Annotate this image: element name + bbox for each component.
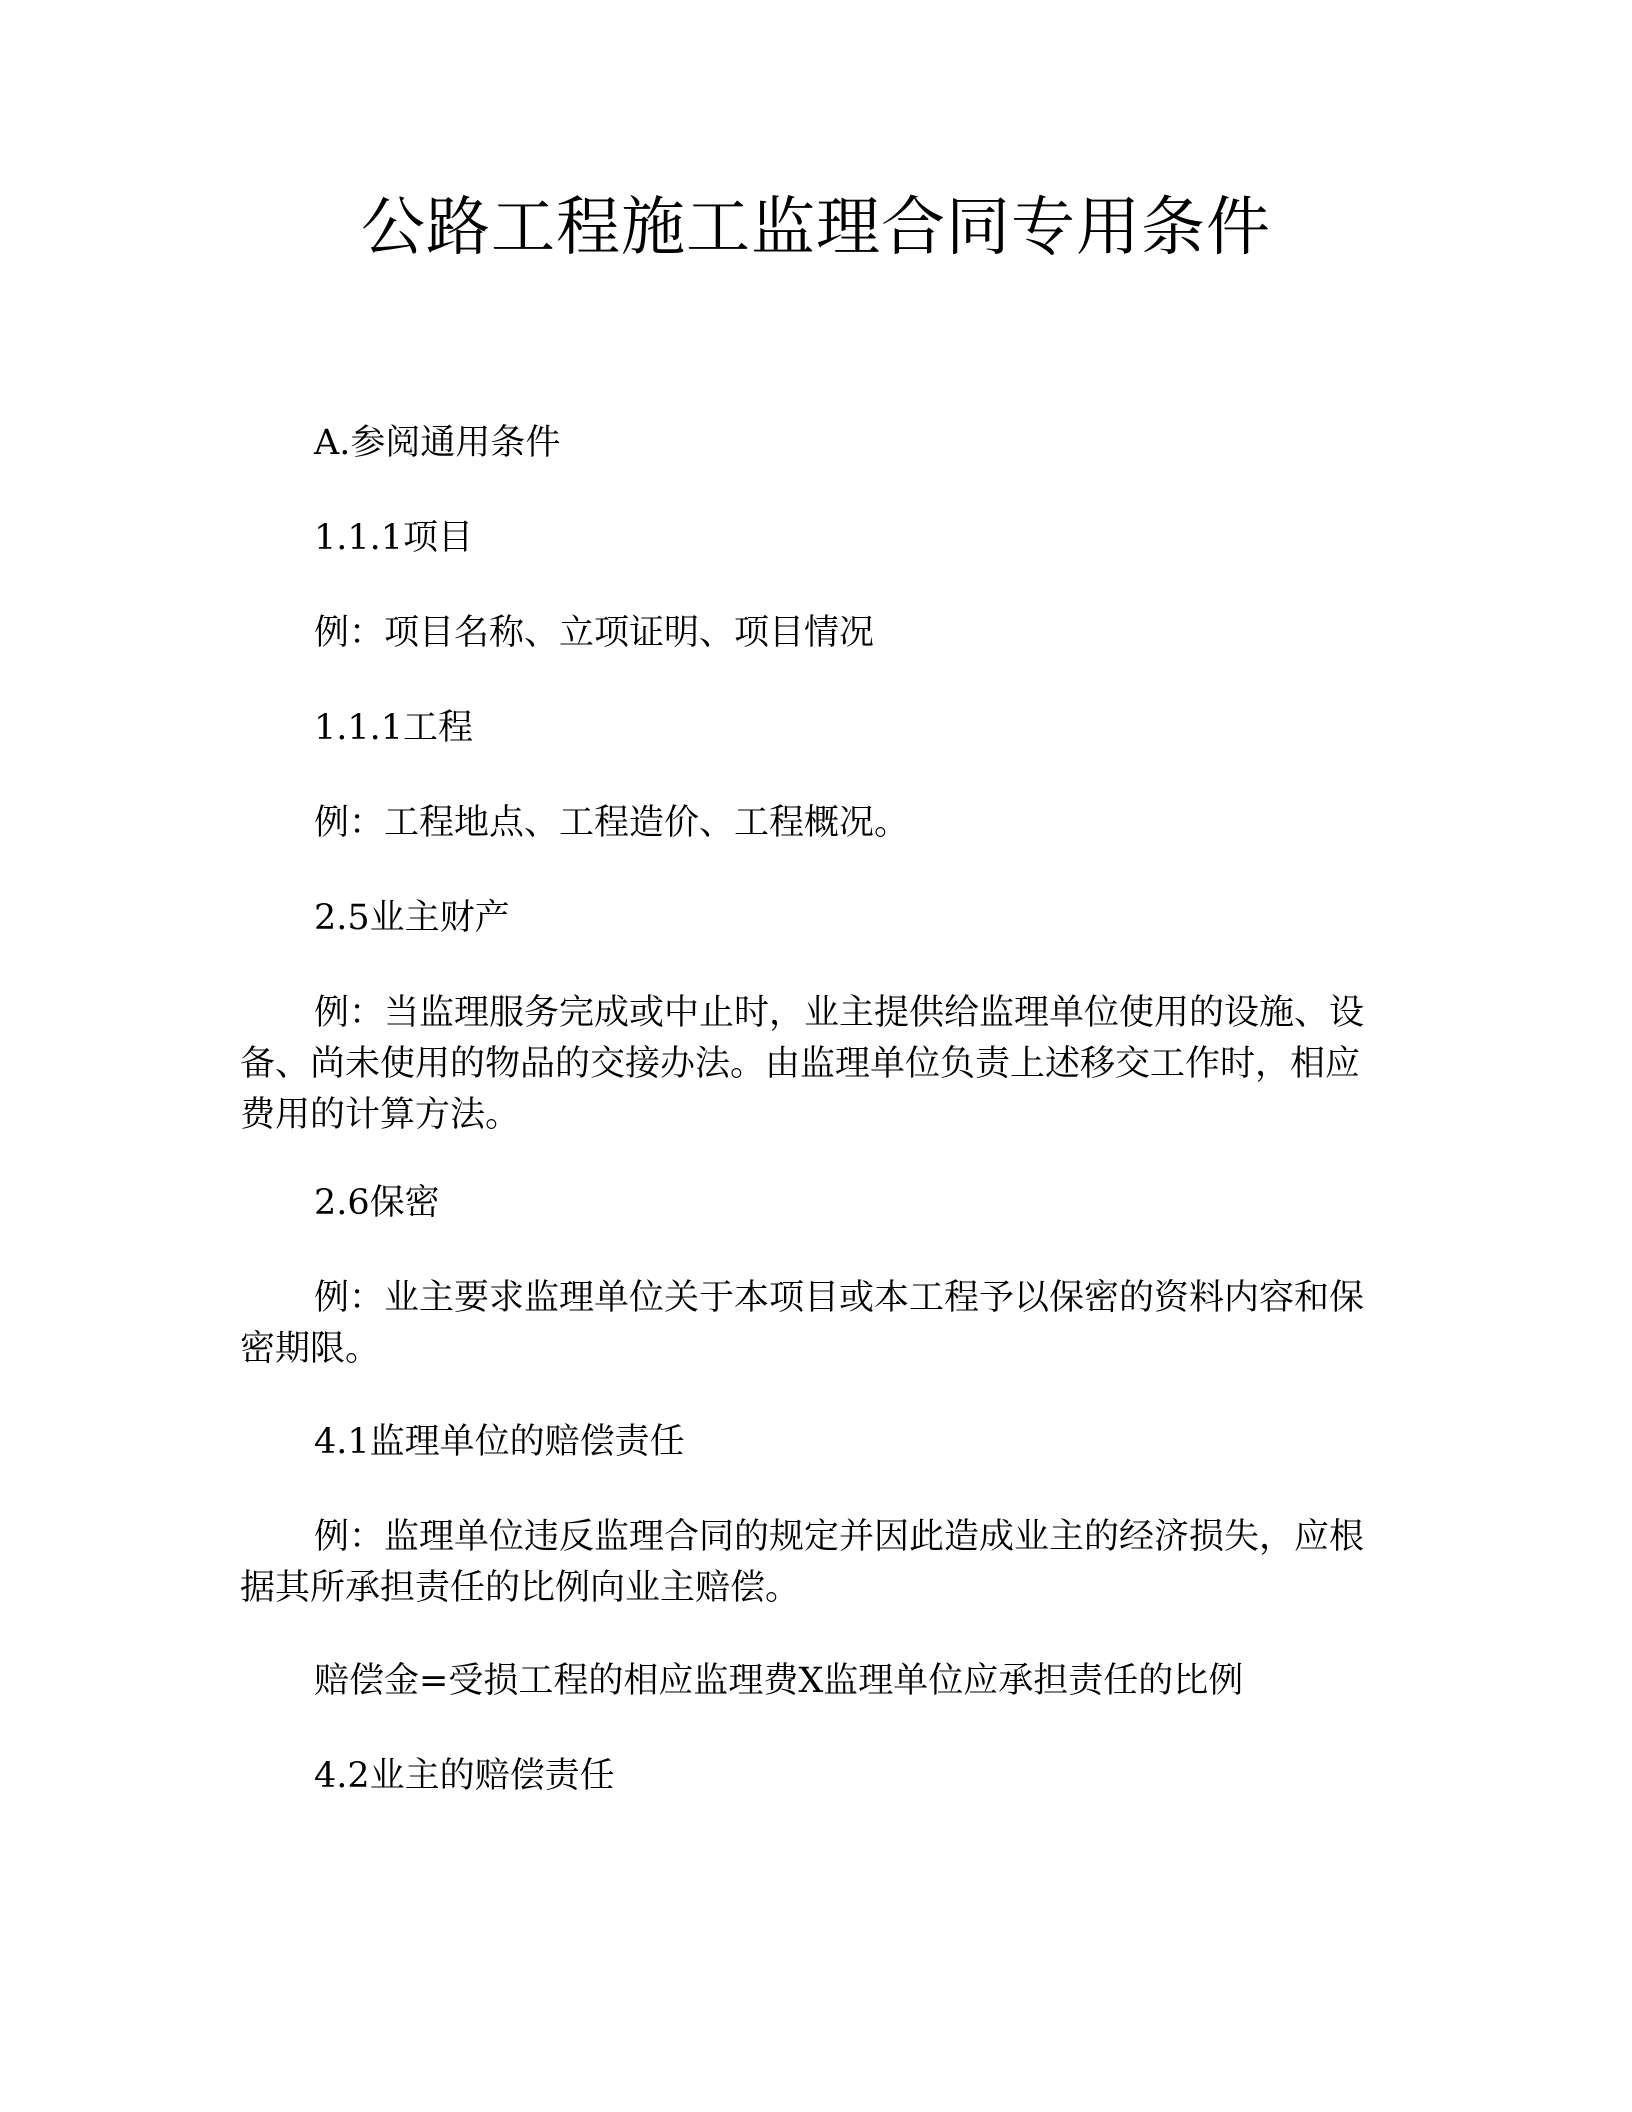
example-owner-property: 例：当监理服务完成或中止时，业主提供给监理单位使用的设施、设备、尚未使用的物品的交接办法。由监理单位负责上述移交工作时，相应费用的计算方法。 <box>240 993 1365 1135</box>
compensation-formula: 赔偿金=受损工程的相应监理费X监理单位应承担责任的比例 <box>314 1661 1244 1701</box>
section-heading-project: 1.1.1项目 <box>314 518 474 558</box>
section-heading-confidentiality: 2.6保密 <box>314 1183 440 1223</box>
section-heading-supervisor-liability: 4.1监理单位的赔偿责任 <box>314 1422 685 1462</box>
section-heading-owner-property: 2.5业主财产 <box>314 898 510 938</box>
example-engineering-details: 例：工程地点、工程造价、工程概况。 <box>314 803 910 843</box>
example-confidentiality: 例：业主要求监理单位关于本项目或本工程予以保密的资料内容和保密期限。 <box>240 1278 1365 1369</box>
paragraph-reference-general-conditions: A.参阅通用条件 <box>314 423 561 463</box>
section-heading-owner-liability: 4.2业主的赔偿责任 <box>314 1756 615 1796</box>
example-project-details: 例：项目名称、立项证明、项目情况 <box>314 613 875 653</box>
section-heading-engineering: 1.1.1工程 <box>314 708 474 748</box>
example-supervisor-liability: 例：监理单位违反监理合同的规定并因此造成业主的经济损失，应根据其所承担责任的比例向业主赔偿。 <box>240 1517 1365 1608</box>
document-title: 公路工程施工监理合同专用条件 <box>361 191 1271 265</box>
